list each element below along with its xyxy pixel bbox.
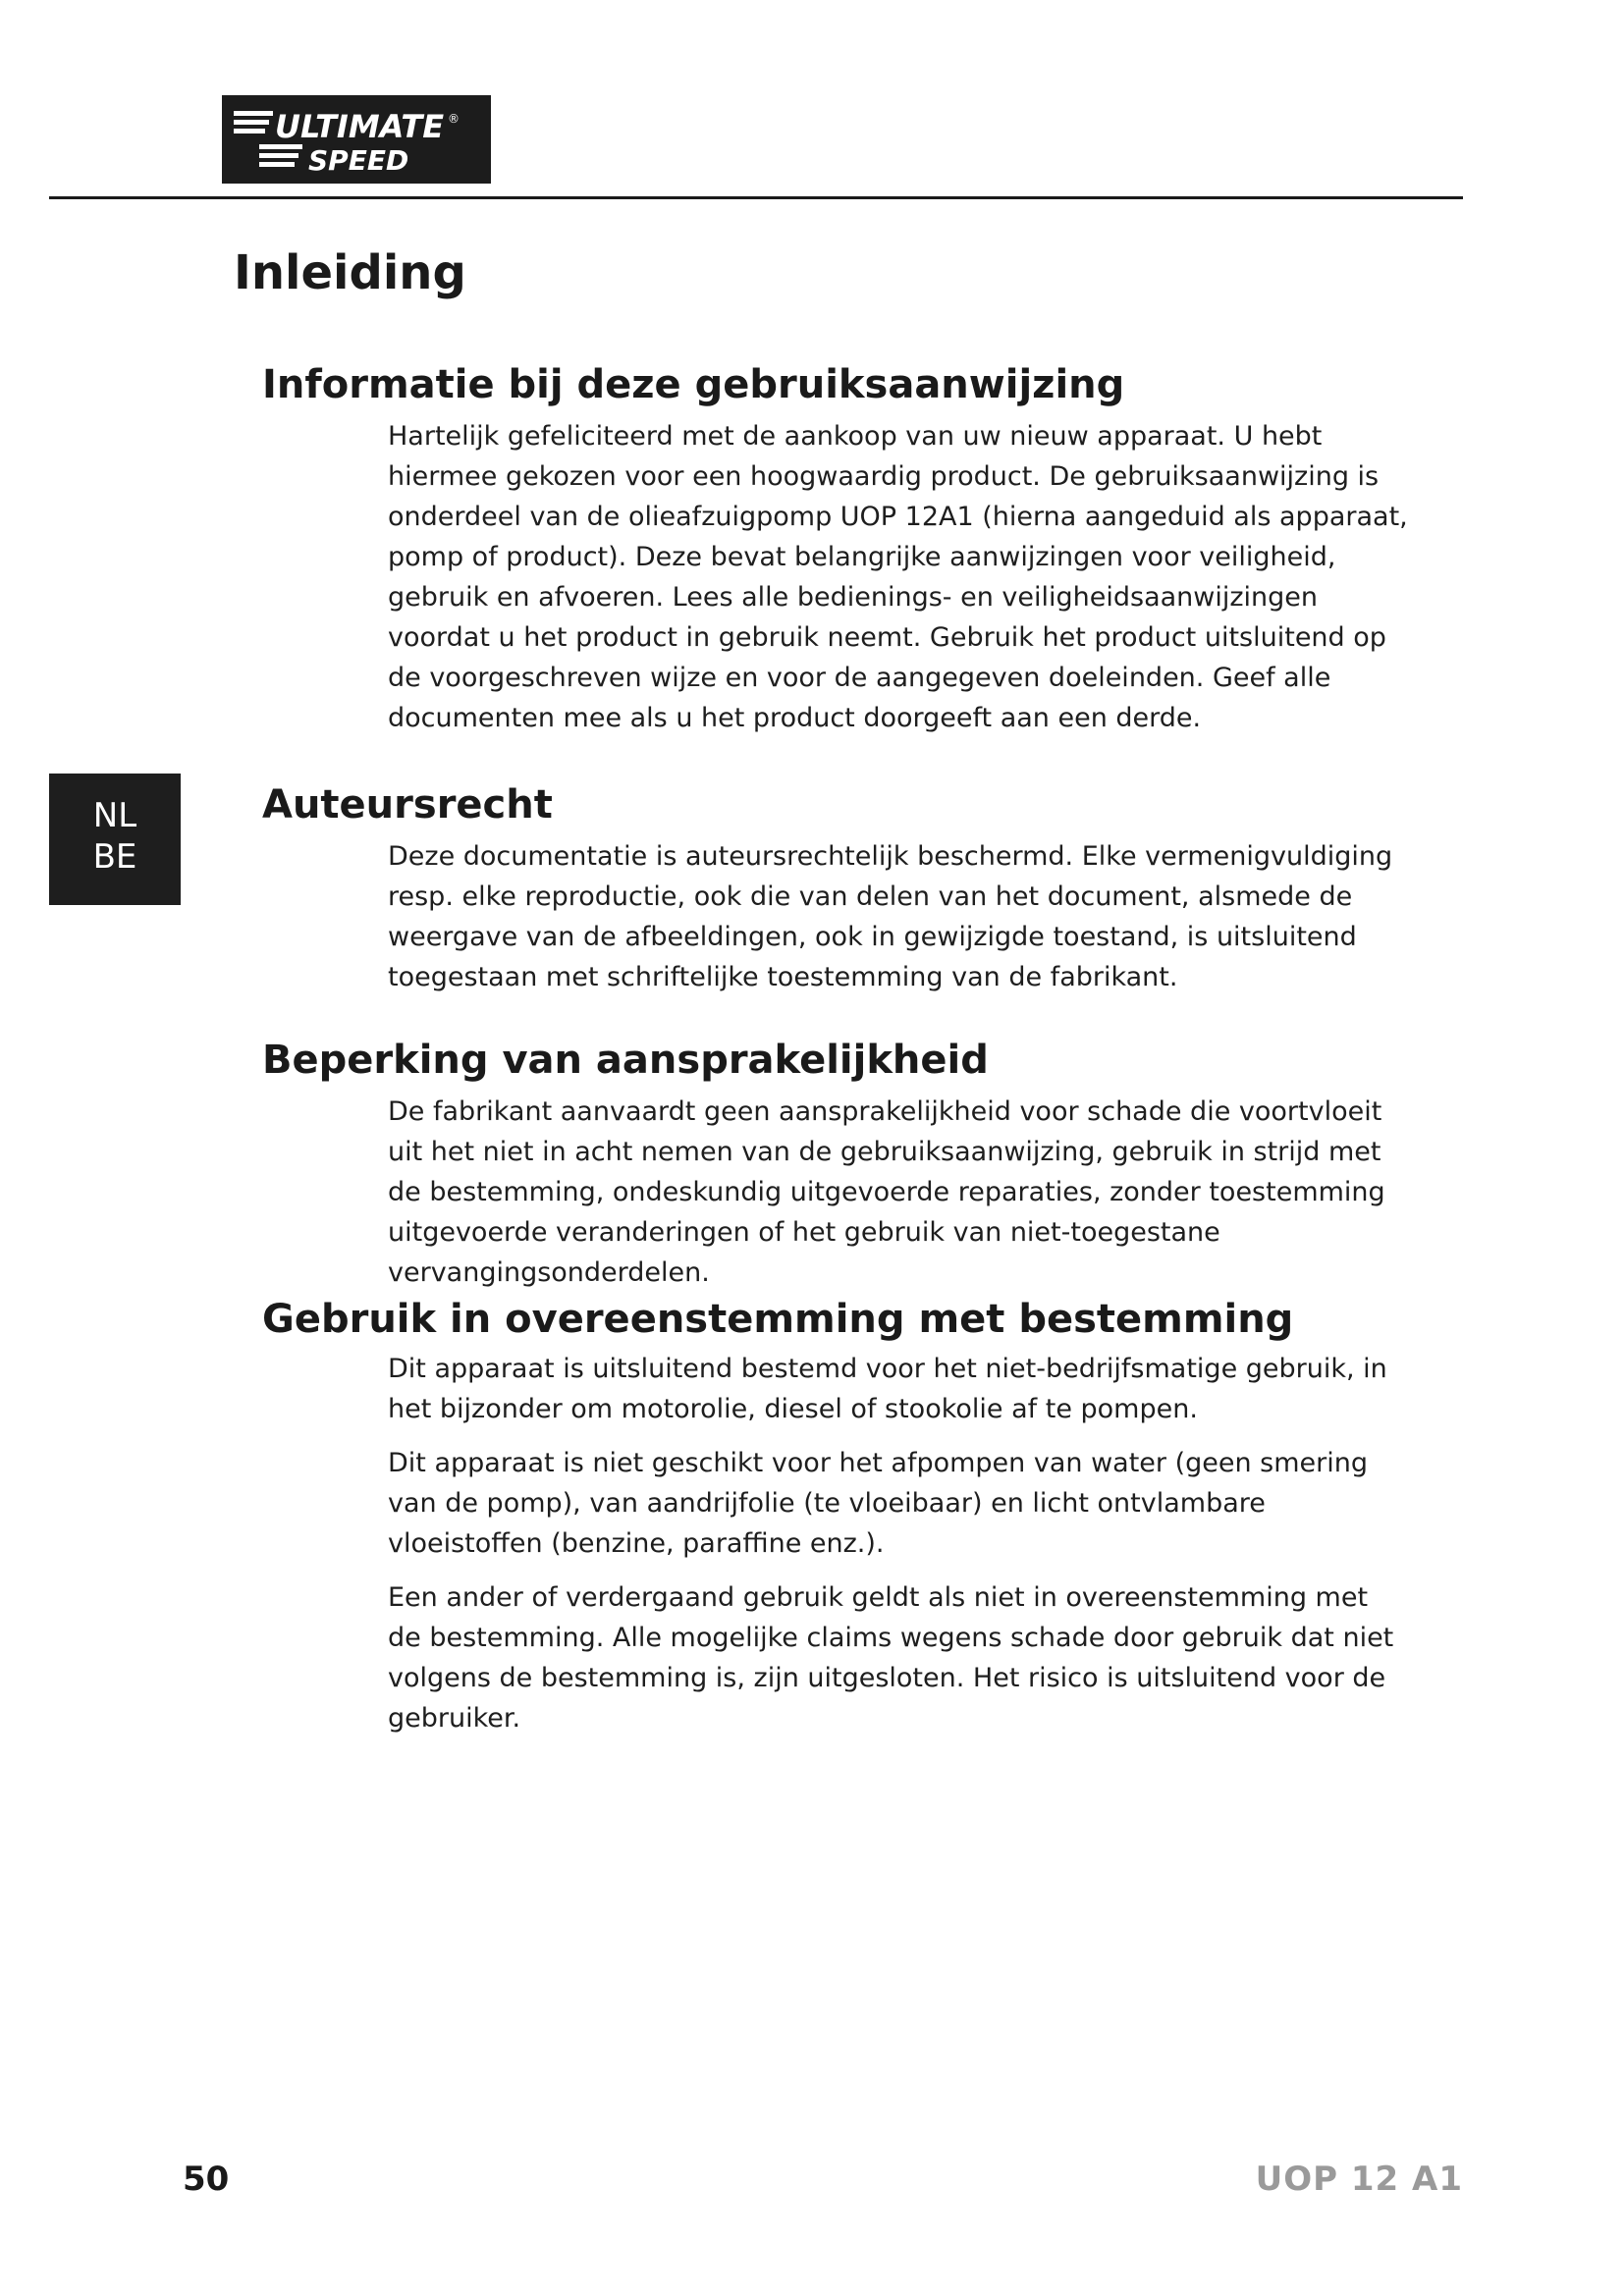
section-paragraph: Dit apparaat is uitsluitend bestemd voor het niet-bedrijfsmatige gebruik, in het bijzonder om motorolie, diesel of stookolie af te pompen.	[388, 1354, 1387, 1424]
section-information	[262, 359, 1440, 752]
section-liability	[262, 1035, 1440, 1307]
page-title: Inleiding	[234, 245, 466, 300]
section-paragraph: Dit apparaat is niet geschikt voor het afpompen van water (geen smering van de pomp), van aandrijfolie (te vloeibaar) en licht ontvlambare vloeistoffen (benzine, paraffine enz.).	[388, 1448, 1369, 1559]
header-divider	[49, 196, 1463, 199]
section-heading: Informatie bij deze gebruiksaanwijzing	[262, 362, 1125, 407]
section-intended-use	[262, 1294, 1440, 1752]
section-heading: Beperking van aansprakelijkheid	[262, 1038, 989, 1083]
model-code: UOP 12 A1	[1255, 2160, 1463, 2199]
section-heading: Gebruik in overeenstemming met bestemming	[262, 1297, 1294, 1342]
logo-line2: SPEED	[308, 144, 409, 174]
ultimate-speed-logo-icon	[230, 105, 483, 174]
page-number: 50	[183, 2160, 230, 2199]
language-tab-line2: BE	[92, 837, 137, 877]
section-heading: Auteursrecht	[262, 782, 553, 828]
section-paragraph: Hartelijk gefeliciteerd met de aankoop van uw nieuw apparaat. U hebt hiermee gekozen voor een hoogwaardig product. De gebruiksaanwijzing is onderdeel van de olieafzuigpomp UOP 12A1 (hierna aangeduid als apparaat, pomp of product). Deze bevat belangrijke aanwijzingen voor veiligheid, gebruik en afvoeren. Lees alle bedienings- en veiligheidsaanwijzingen voordat u het product in gebruik neemt. Gebruik het product uitsluitend op de voorgeschreven wijze en voor de aangegeven doeleinden. Geef alle documenten mee als u het product doorgeeft aan een derde.	[388, 421, 1408, 733]
logo-registered-mark: ®	[448, 112, 460, 126]
language-tab	[49, 774, 181, 905]
brand-logo	[222, 95, 491, 184]
section-copyright	[262, 779, 1440, 1011]
section-paragraph: Deze documentatie is auteursrechtelijk beschermd. Elke vermenigvuldiging resp. elke reproductie, ook die van delen van het document, alsmede de weergave van de afbeeldingen, ook in gewijzigde toestand, is uitsluitend toegestaan met schriftelijke toestemming van de fabrikant.	[388, 841, 1393, 992]
section-paragraph: Een ander of verdergaand gebruik geldt als niet in overeenstemming met de bestemming. Alle mogelijke claims wegens schade door gebruik dat niet volgens de bestemming is, zijn uitgesloten. Het risico is uitsluitend voor de gebruiker.	[388, 1582, 1394, 1734]
logo-line1: ULTIMATE	[275, 108, 445, 145]
language-tab-line1: NL	[92, 796, 137, 835]
section-paragraph: De fabrikant aanvaardt geen aansprakelijkheid voor schade die voortvloeit uit het niet in acht nemen van de gebruiksaanwijzing, gebruik in strijd met de bestemming, ondeskundig uitgevoerde reparaties, zonder toestemming uitgevoerde veranderingen of het gebruik van niet-toegestane vervangingsonderdelen.	[388, 1096, 1385, 1288]
